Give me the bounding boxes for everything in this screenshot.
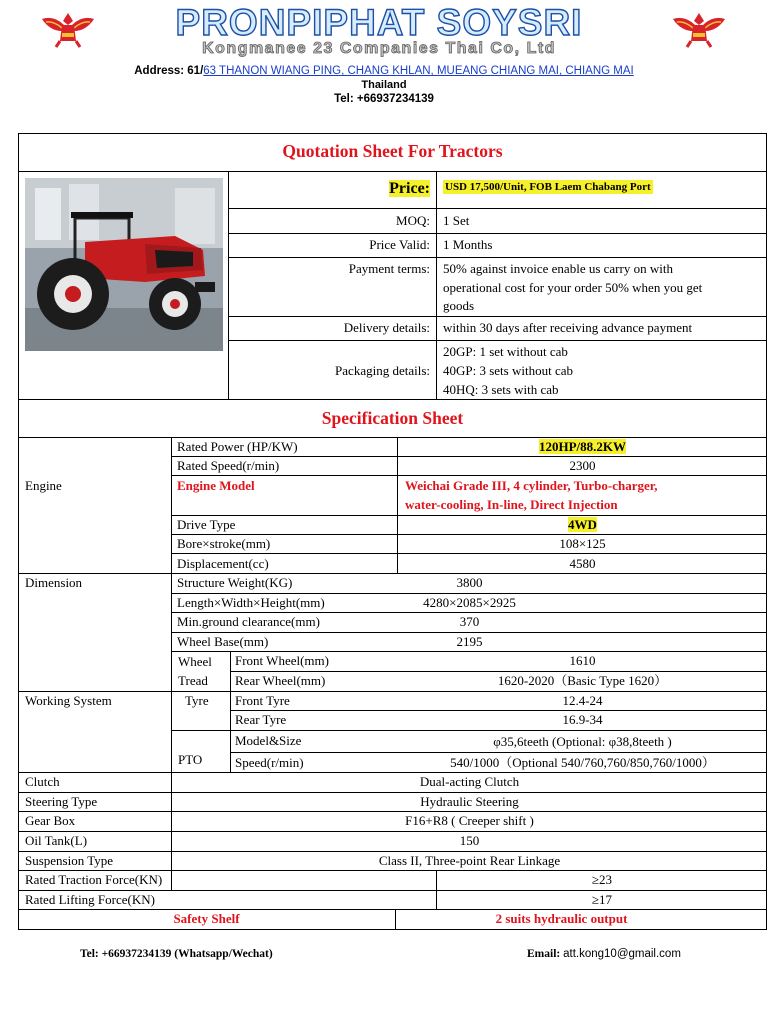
payment-terms-line-2: operational cost for your order 50% when you get bbox=[443, 280, 703, 295]
front-tyre-value: 12.4-24 bbox=[562, 693, 603, 708]
payment-terms-line-1: 50% against invoice enable us carry on with bbox=[443, 261, 673, 276]
specification-title: Specification Sheet bbox=[321, 408, 464, 428]
garuda-emblem-icon bbox=[40, 9, 96, 49]
safety-shelf-label: Safety Shelf bbox=[173, 911, 240, 926]
packaging-line-1: 20GP: 1 set without cab bbox=[443, 344, 568, 359]
lwh-label: Length×Width×Height(mm) bbox=[177, 595, 325, 610]
packaging-line-2: 40GP: 3 sets without cab bbox=[443, 363, 573, 378]
structure-weight-label: Structure Weight(KG) bbox=[177, 575, 293, 590]
wheel-tread-label-1: Wheel bbox=[178, 654, 212, 669]
rated-speed-label: Rated Speed(r/min) bbox=[177, 458, 280, 473]
pto-speed-value: 540/1000（Optional 540/760,760/850,760/1000） bbox=[450, 755, 715, 770]
price-value: USD 17,500/Unit, FOB Laem Chabang Port bbox=[445, 181, 651, 193]
lifting-force-label: Rated Lifting Force(KN) bbox=[25, 892, 155, 907]
moq-label: MOQ: bbox=[396, 213, 430, 228]
price-valid-label: Price Valid: bbox=[369, 237, 430, 252]
lifting-force-value: ≥17 bbox=[591, 892, 613, 907]
garuda-emblem-icon bbox=[671, 9, 727, 49]
moq-value: 1 Set bbox=[443, 213, 470, 228]
wheel-tread-label-2: Tread bbox=[178, 673, 208, 688]
traction-force-value: ≥23 bbox=[591, 872, 613, 887]
engine-group-label: Engine bbox=[25, 478, 62, 493]
rated-power-label: Rated Power (HP/KW) bbox=[177, 439, 298, 454]
price-label: Price: bbox=[389, 180, 430, 197]
payment-terms-line-3: goods bbox=[443, 298, 475, 313]
engine-model-line-2: water-cooling, In-line, Direct Injection bbox=[405, 497, 618, 512]
footer-tel: Tel: +66937234139 (Whatsapp/Wechat) bbox=[80, 948, 273, 960]
oil-tank-value: 150 bbox=[459, 833, 480, 848]
clutch-value: Dual-acting Clutch bbox=[419, 774, 520, 789]
bore-stroke-value: 108×125 bbox=[559, 536, 606, 551]
rated-power-value: 120HP/88.2KW bbox=[538, 439, 627, 454]
clutch-label: Clutch bbox=[25, 774, 60, 789]
dimension-group-label: Dimension bbox=[25, 575, 83, 590]
traction-force-label: Rated Traction Force(KN) bbox=[25, 872, 163, 887]
pto-speed-label: Speed(r/min) bbox=[235, 755, 304, 770]
wheel-base-value: 2195 bbox=[456, 634, 483, 649]
bore-stroke-label: Bore×stroke(mm) bbox=[177, 536, 271, 551]
structure-weight-value: 3800 bbox=[456, 575, 483, 590]
drive-type-value: 4WD bbox=[568, 517, 597, 532]
front-wheel-value: 1610 bbox=[569, 653, 596, 668]
wheel-base-label: Wheel Base(mm) bbox=[177, 634, 269, 649]
pto-model-size-label: Model&Size bbox=[235, 733, 302, 748]
gear-box-value: F16+R8 ( Creeper shift ) bbox=[405, 813, 534, 828]
oil-tank-label: Oil Tank(L) bbox=[25, 833, 88, 848]
pto-model-size-value: φ35,6teeth (Optional: φ38,8teeth ) bbox=[493, 734, 672, 749]
safety-shelf-value: 2 suits hydraulic output bbox=[495, 911, 628, 926]
lwh-value: 4280×2085×2925 bbox=[423, 595, 516, 610]
rated-speed-value: 2300 bbox=[569, 458, 596, 473]
address-label: Address: 61/ bbox=[134, 65, 204, 77]
rear-wheel-value: 1620-2020（Basic Type 1620） bbox=[497, 673, 668, 688]
pto-group-label: PTO bbox=[178, 752, 203, 767]
tractor-photo bbox=[25, 178, 223, 351]
address-link[interactable]: 63 THANON WIANG PING, CHANG KHLAN, MUEANG CHIANG MAI, CHIANG MAI bbox=[203, 65, 634, 77]
delivery-label: Delivery details: bbox=[343, 320, 430, 335]
rear-tyre-label: Rear Tyre bbox=[235, 712, 287, 727]
rear-wheel-label: Rear Wheel(mm) bbox=[235, 673, 326, 688]
email-link[interactable]: att.kong10@gmail.com bbox=[563, 948, 681, 960]
suspension-type-label: Suspension Type bbox=[25, 853, 114, 868]
tyre-group-label: Tyre bbox=[185, 693, 209, 708]
engine-model-label: Engine Model bbox=[177, 478, 255, 493]
packaging-line-3: 40HQ: 3 sets with cab bbox=[443, 382, 559, 397]
footer-email: Email: att.kong10@gmail.com bbox=[527, 948, 681, 960]
delivery-value: within 30 days after receiving advance payment bbox=[443, 320, 693, 335]
payment-terms-label: Payment terms: bbox=[348, 261, 430, 276]
company-brand-title: PRONPIPHAT SOYSRI bbox=[175, 2, 583, 43]
suspension-type-value: Class II, Three-point Rear Linkage bbox=[378, 853, 561, 868]
address-country: Thailand bbox=[361, 79, 407, 91]
header-tel: Tel: +66937234139 bbox=[334, 93, 434, 105]
address-block bbox=[0, 64, 768, 106]
quotation-title: Quotation Sheet For Tractors bbox=[282, 141, 503, 161]
working-system-group-label: Working System bbox=[25, 693, 112, 708]
displacement-label: Displacement(cc) bbox=[177, 556, 269, 571]
ground-clearance-value: 370 bbox=[459, 614, 480, 629]
gear-box-label: Gear Box bbox=[25, 813, 76, 828]
engine-model-line-1: Weichai Grade III, 4 cylinder, Turbo-charger, bbox=[405, 478, 658, 493]
steering-type-label: Steering Type bbox=[25, 794, 98, 809]
displacement-value: 4580 bbox=[569, 556, 596, 571]
front-wheel-label: Front Wheel(mm) bbox=[235, 653, 329, 668]
price-valid-value: 1 Months bbox=[443, 237, 493, 252]
steering-type-value: Hydraulic Steering bbox=[420, 794, 519, 809]
packaging-label: Packaging details: bbox=[335, 363, 430, 378]
rear-tyre-value: 16.9-34 bbox=[562, 712, 603, 727]
ground-clearance-label: Min.ground clearance(mm) bbox=[177, 614, 320, 629]
drive-type-label: Drive Type bbox=[177, 517, 236, 532]
front-tyre-label: Front Tyre bbox=[235, 693, 290, 708]
company-subtitle: Kongmanee 23 Companies Thai Co, Ltd bbox=[202, 40, 556, 57]
